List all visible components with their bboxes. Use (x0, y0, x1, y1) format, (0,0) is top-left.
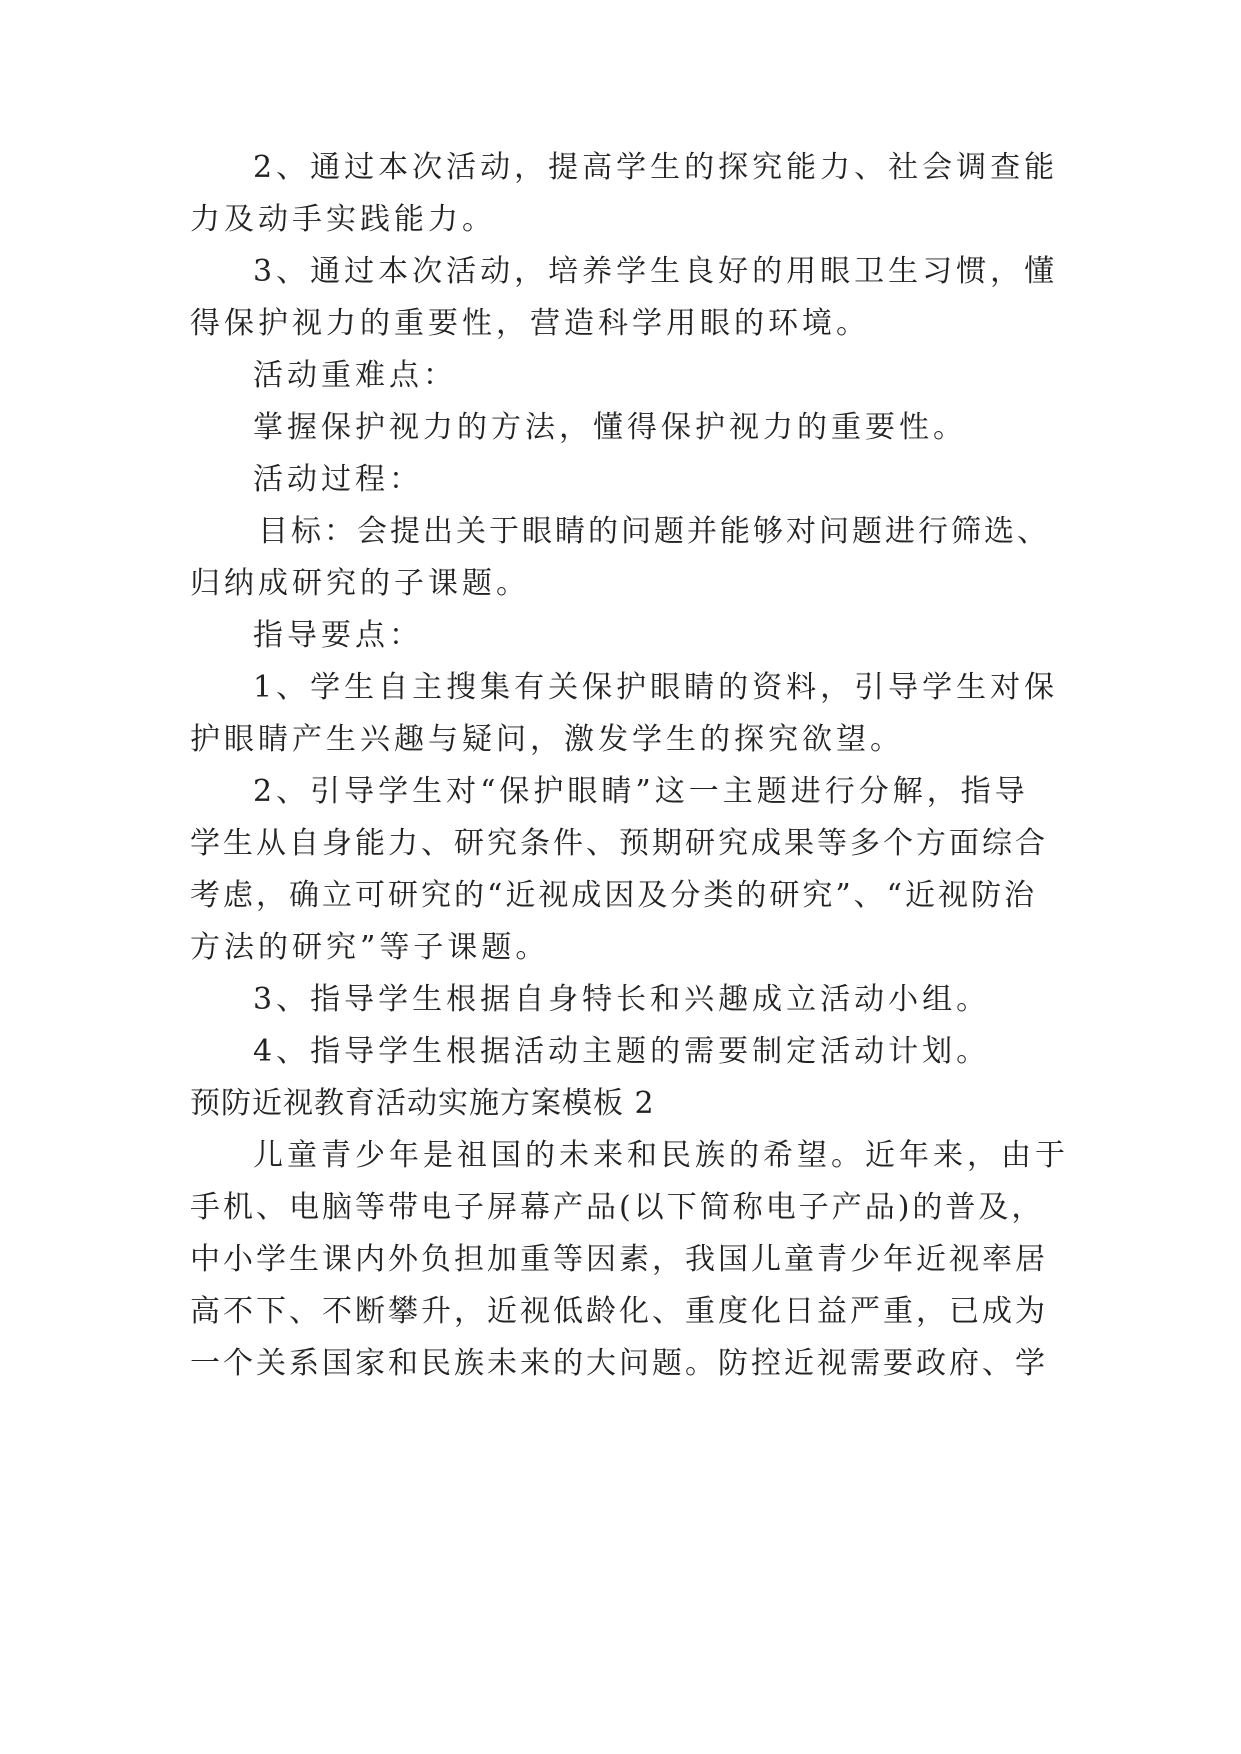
paragraph-line: 得保护视力的重要性，营造科学用眼的环境。 (190, 306, 870, 341)
paragraph-line: 4、指导学生根据活动主题的需要制定活动计划。 (253, 1034, 991, 1069)
paragraph-line: 方法的研究”等子课题。 (190, 930, 550, 965)
paragraph-line: 一个关系国家和民族未来的大问题。防控近视需要政府、学 (190, 1346, 1048, 1381)
section-label: 活动过程： (253, 462, 423, 497)
section-label: 活动重难点： (253, 358, 457, 393)
paragraph-line: 高不下、不断攀升，近视低龄化、重度化日益严重，已成为 (190, 1294, 1048, 1329)
paragraph-line: 3、指导学生根据自身特长和兴趣成立活动小组。 (253, 982, 991, 1017)
paragraph-line: 力及动手实践能力。 (190, 202, 496, 237)
paragraph-line: 掌握保护视力的方法，懂得保护视力的重要性。 (253, 410, 967, 445)
section-label: 指导要点： (253, 618, 423, 653)
paragraph-line: 护眼睛产生兴趣与疑问，激发学生的探究欲望。 (190, 722, 904, 757)
paragraph-line: 手机、电脑等带电子屏幕产品(以下简称电子产品)的普及， (190, 1190, 1045, 1225)
paragraph-line: 学生从自身能力、研究条件、预期研究成果等多个方面综合 (190, 826, 1048, 861)
paragraph-line: 归纳成研究的子课题。 (190, 566, 530, 601)
paragraph-line: 目标：会提出关于眼睛的问题并能够对问题进行筛选、 (258, 514, 1050, 549)
paragraph-line: 考虑，确立可研究的“近视成因及分类的研究”、“近视防治 (190, 878, 1038, 913)
paragraph-line: 2、引导学生对“保护眼睛”这一主题进行分解，指导 (253, 774, 1029, 809)
paragraph-line: 中小学生课内外负担加重等因素，我国儿童青少年近视率居 (190, 1242, 1048, 1277)
section-heading: 预防近视教育活动实施方案模板 2 (190, 1086, 655, 1121)
paragraph-line: 1、学生自主搜集有关保护眼睛的资料，引导学生对保 (253, 670, 1059, 705)
paragraph-line: 儿童青少年是祖国的未来和民族的希望。近年来，由于 (253, 1138, 1069, 1173)
paragraph-line: 3、通过本次活动，培养学生良好的用眼卫生习惯，懂 (253, 254, 1059, 289)
paragraph-line: 2、通过本次活动，提高学生的探究能力、社会调查能 (253, 150, 1059, 185)
